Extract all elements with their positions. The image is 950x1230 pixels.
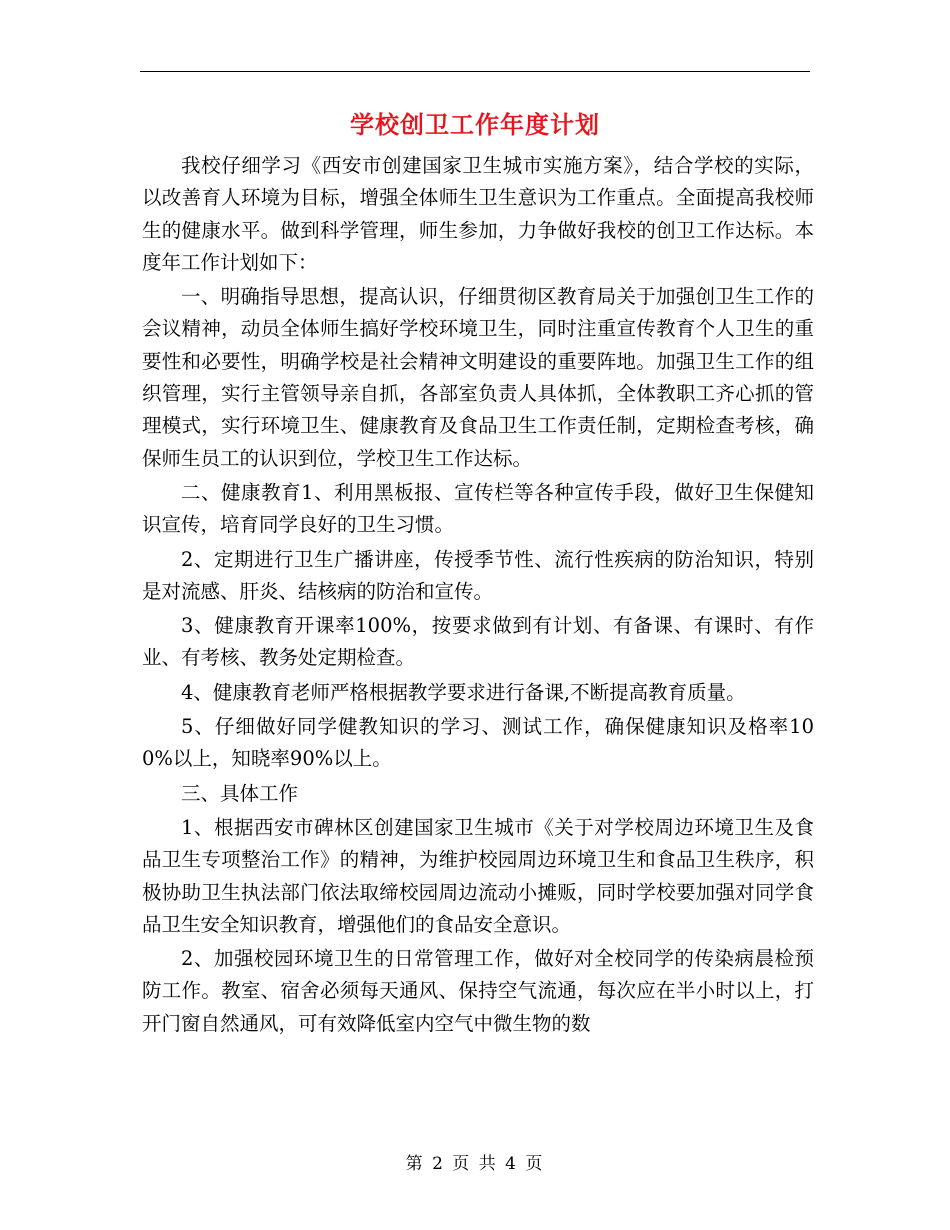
header-rule xyxy=(140,71,810,72)
paragraph-section-1: 一、明确指导思想，提高认识，仔细贯彻区教育局关于加强创卫生工作的会议精神，动员全体师生搞好学校环境卫生，同时注重宣传教育个人卫生的重要性和必要性，明确学校是社会精神文明建设的重要阵地。加强卫生工作的组织管理，实行主管领导亲自抓，各部室负责人具体抓，全体教职工齐心抓的管理模式，实行环境卫生、健康教育及食品卫生工作责任制，定期检查考核，确保师生员工的认识到位，学校卫生工作达标。 xyxy=(142,285,814,470)
paragraph-item-2: 2、定期进行卫生广播讲座，传授季节性、流行性疾病的防治知识，特别是对流感、肝炎、结核病的防治和宣传。 xyxy=(142,547,814,603)
paragraph-intro: 我校仔细学习《西安市创建国家卫生城市实施方案》，结合学校的实际，以改善育人环境为目标，增强全体师生卫生意识为工作重点。全面提高我校师生的健康水平。做到科学管理，师生参加，力争做好我校的创卫工作达标。本度年工作计划如下： xyxy=(142,154,814,274)
paragraph-section-2: 二、健康教育1、利用黑板报、宣传栏等各种宣传手段，做好卫生保健知识宣传，培育同学良好的卫生习惯。 xyxy=(142,480,814,537)
paragraph-item-3: 3、健康教育开课率100%，按要求做到有计划、有备课、有课时、有作业、有考核、教务处定期检查。 xyxy=(142,614,814,670)
paragraph-work-2: 2、加强校园环境卫生的日常管理工作，做好对全校同学的传染病晨检预防工作。教室、宿舍必须每天通风、保持空气流通，每次应在半小时以上，打开门窗自然通风，可有效降低室内空气中微生物的数 xyxy=(142,947,814,1035)
paragraph-item-5: 5、仔细做好同学健教知识的学习、测试工作，确保健康知识及格率100%以上，知晓率90%以上。 xyxy=(142,715,814,771)
document-body xyxy=(142,150,814,1042)
paragraph-section-3-heading: 三、具体工作 xyxy=(181,781,299,805)
paragraph-item-4: 4、健康教育老师严格根据教学要求进行备课,不断提高教育质量。 xyxy=(181,680,746,704)
document-title: 学校创卫工作年度计划 xyxy=(350,110,600,139)
paragraph-work-1: 1、根据西安市碑林区创建国家卫生城市《关于对学校周边环境卫生及食品卫生专项整治工作》的精神，为维护校园周边环境卫生和食品卫生秩序，积极协助卫生执法部门依法取缔校园周边流动小摊贩，同时学校要加强对同学食品卫生安全知识教育，增强他们的食品安全意识。 xyxy=(142,815,814,936)
page-number-footer: 第 2 页 共 4 页 xyxy=(405,1154,545,1174)
